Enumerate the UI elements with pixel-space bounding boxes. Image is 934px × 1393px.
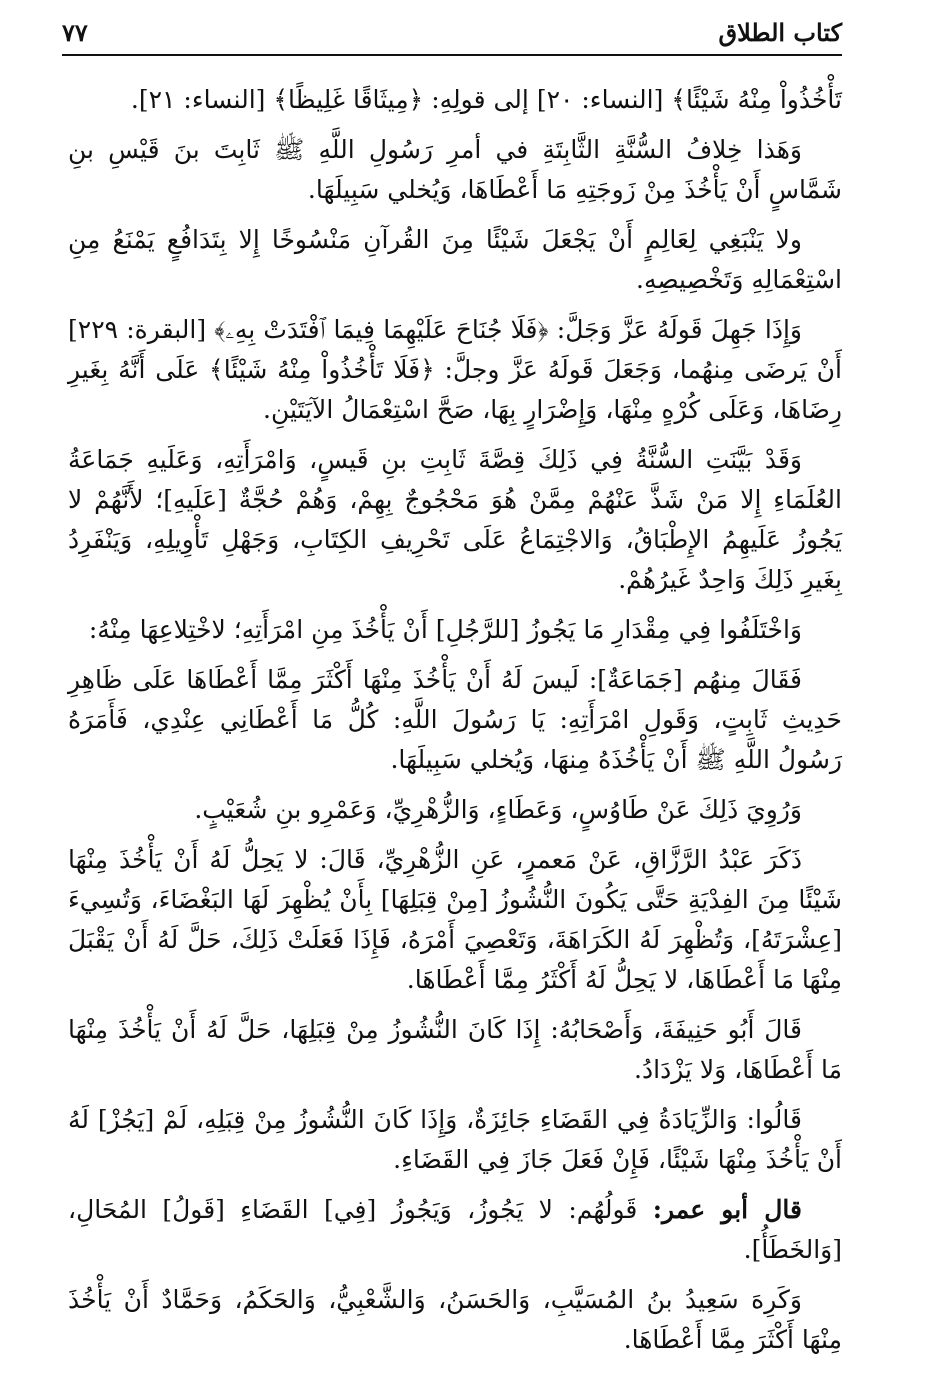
- running-title: كتاب الطلاق: [718, 18, 842, 47]
- paragraph-11: قَالُوا: وَالزِّيَادَةُ فِي القَضَاءِ جَائِزَةٌ، وَإِذَا كَانَ النُّشُوزُ مِنْ قِبَلِهِ، لَمْ [يَجُزْ] لَهُ أَنْ يَأْخُذَ مِنْهَا شَيْئًا، فَإِنْ فَعَلَ جَازَ فِي القَضَاءِ.: [68, 1105, 842, 1174]
- paragraph-3: ولا يَنْبَغِي لِعَالِمٍ أَنْ يَجْعَلَ شَيْئًا مِنَ القُرآنِ مَنْسُوخًا إِلا بِتَدَافُعٍ يَمْنَعُ مِنِ اسْتِعْمَالِهِ وَتَخْصِيصِهِ.: [68, 225, 842, 294]
- paragraph-7: فَقَالَ مِنهُم [جَمَاعَةٌ]: لَيسَ لَهُ أَنْ يَأْخُذَ مِنْهَا أَكْثَرَ مِمَّا أَعْطَاهَا عَلَى ظَاهِرِ حَدِيثِ ثَابِتٍ، وَقَولِ امْرَأَتِهِ: يَا رَسُولَ اللَّهِ: كُلُّ مَا أَعْطَانِي عِنْدِي، فَأَمَرَهُ رَسُولُ اللَّهِ ﷺ أَنْ يَأْخُذَهُ مِنهَا، وَيُخلي سَبِيلَهَا.: [68, 665, 842, 774]
- paragraph-abu-umar: [68, 1190, 842, 1270]
- header-rule: [62, 54, 842, 56]
- page-header: [62, 14, 842, 56]
- paragraph-9: ذَكَرَ عَبْدُ الرَّزَّاقِ، عَنْ مَعمرٍ، عَنِ الزُّهْرِيِّ، قَالَ: لا يَحِلُّ لَهُ أَنْ يَأْخُذَ مِنْهَا شَيْئًا مِنَ الفِدْيَةِ حَتَّى يَكُونَ النُّشُوزُ [مِنْ قِبَلِهَا] بِأَنْ يُظْهِرَ لَهَا البَغْضَاءَ، وَتُسِيءَ [عِشْرَتَهُ]، وَتُظْهِرَ لَهُ الكَرَاهَةَ، وَتَعْصِيَ أَمْرَهُ، فَإِذَا فَعَلَتْ ذَلِكَ، حَلَّ لَهُ أَنْ يَقْبَلَ مِنْهَا مَا أَعْطَاهَا، لا يَحِلُّ لَهُ أَكْثَرُ مِمَّا أَعْطَاهَا.: [68, 845, 842, 994]
- abu-umar-text: قَولُهُم: لا يَجُوزُ، وَيَجُوزُ [فِي] القَضَاءِ [قَولُ] المُحَالِ، [وَالخَطَأُ].: [68, 1195, 842, 1264]
- page-body: [68, 80, 842, 1363]
- paragraph-6: وَاخْتَلَفُوا فِي مِقْدَارِ مَا يَجُوزُ [للرَّجُلِ] أَنْ يَأْخُذَ مِنِ امْرَأَتِهِ؛ لاخْتِلاعِهَا مِنْهُ:: [88, 615, 802, 644]
- paragraph-1: تَأْخُذُواْ مِنْهُ شَيْئًا﴾ [النساء: ٢٠] إلى قولِهِ: ﴿مِيثَاقًا غَلِيظًا﴾ [النساء: ٢١].: [130, 85, 842, 114]
- paragraph-2: وَهَذا خِلافُ السُّنَّةِ الثَّابِتَةِ في أمرِ رَسُولِ اللَّهِ ﷺ ثَابِتَ بنَ قَيْسِ بنِ شَمَّاسٍ أَنْ يَأْخُذَ مِنْ زَوجَتِهِ مَا أَعْطَاهَا، وَيُخلي سَبِيلَهَا.: [68, 135, 842, 204]
- paragraph-12: وَكَرِهَ سَعِيدُ بنُ المُسَيَّبِ، وَالحَسَنُ، وَالشَّعْبِيُّ، وَالحَكَمُ، وَحَمَّادٌ أَنْ يَأْخُذَ مِنْهَا أَكْثَرَ مِمَّا أَعْطَاهَا.: [68, 1285, 842, 1354]
- page-number: ٧٧: [62, 18, 88, 47]
- paragraph-5: وَقَدْ بَيَّنَتِ السُّنَّةُ فِي ذَلِكَ قِصَّةَ ثَابِتِ بنِ قَيسٍ، وَامْرَأَتِهِ، وَعَلَيهِ جَمَاعَةُ العُلَمَاءِ إِلا مَنْ شَذَّ عَنْهُمْ مِمَّنْ هُوَ مَحْجُوجٌ بِهِمْ، وَهُمْ حُجَّةٌ [عَلَيهِ]؛ لأَنَّهُمْ لا يَجُوزُ عَلَيهِمُ الإِطْبَاقُ، وَالاجْتِمَاعُ عَلَى تَحْرِيفِ الكِتَابِ، وَجَهْلِ تَأْوِيلِهِ، وَيَنْفَرِدُ بِغَيرِ ذَلِكَ وَاحِدٌ غَيرُهُمْ.: [68, 445, 842, 594]
- paragraph-4: وَإِذَا جَهِلَ قَولَهُ عَزَّ وَجَلَّ: ﴿فَلَا جُنَاحَ عَلَيْهِمَا فِيمَا ٱفْتَدَتْ بِهِۦ﴾ [البقرة: ٢٢٩] أَنْ يَرضَى مِنهُما، وَجَعَلَ قَولَهُ عَزَّ وجلَّ: ﴿فَلَا تَأْخُذُواْ مِنْهُ شَيْئًا﴾ عَلَى أَنَّهُ بِغَيرِ رِضَاهَا، وَعَلَى كُرْهٍ مِنْهَا، وَإِضْرَارٍ بِهَا، صَحَّ اسْتِعْمَالُ الآيَتَيْنِ.: [68, 315, 842, 424]
- abu-umar-lead: قال أبو عمر:: [652, 1195, 802, 1224]
- paragraph-8: وَرُوِيَ ذَلِكَ عَنْ طَاوُسٍ، وَعَطَاءٍ، وَالزُّهْرِيِّ، وَعَمْرِو بنِ شُعَيْبٍ.: [194, 795, 802, 824]
- paragraph-10: قَالَ أَبُو حَنِيفَةَ، وَأَصْحَابُهُ: إِذَا كَانَ النُّشُوزُ مِنْ قِبَلِهَا، حَلَّ لَهُ أَنْ يَأْخُذَ مِنْهَا مَا أَعْطَاهَا، وَلا يَزْدَادُ.: [68, 1015, 842, 1084]
